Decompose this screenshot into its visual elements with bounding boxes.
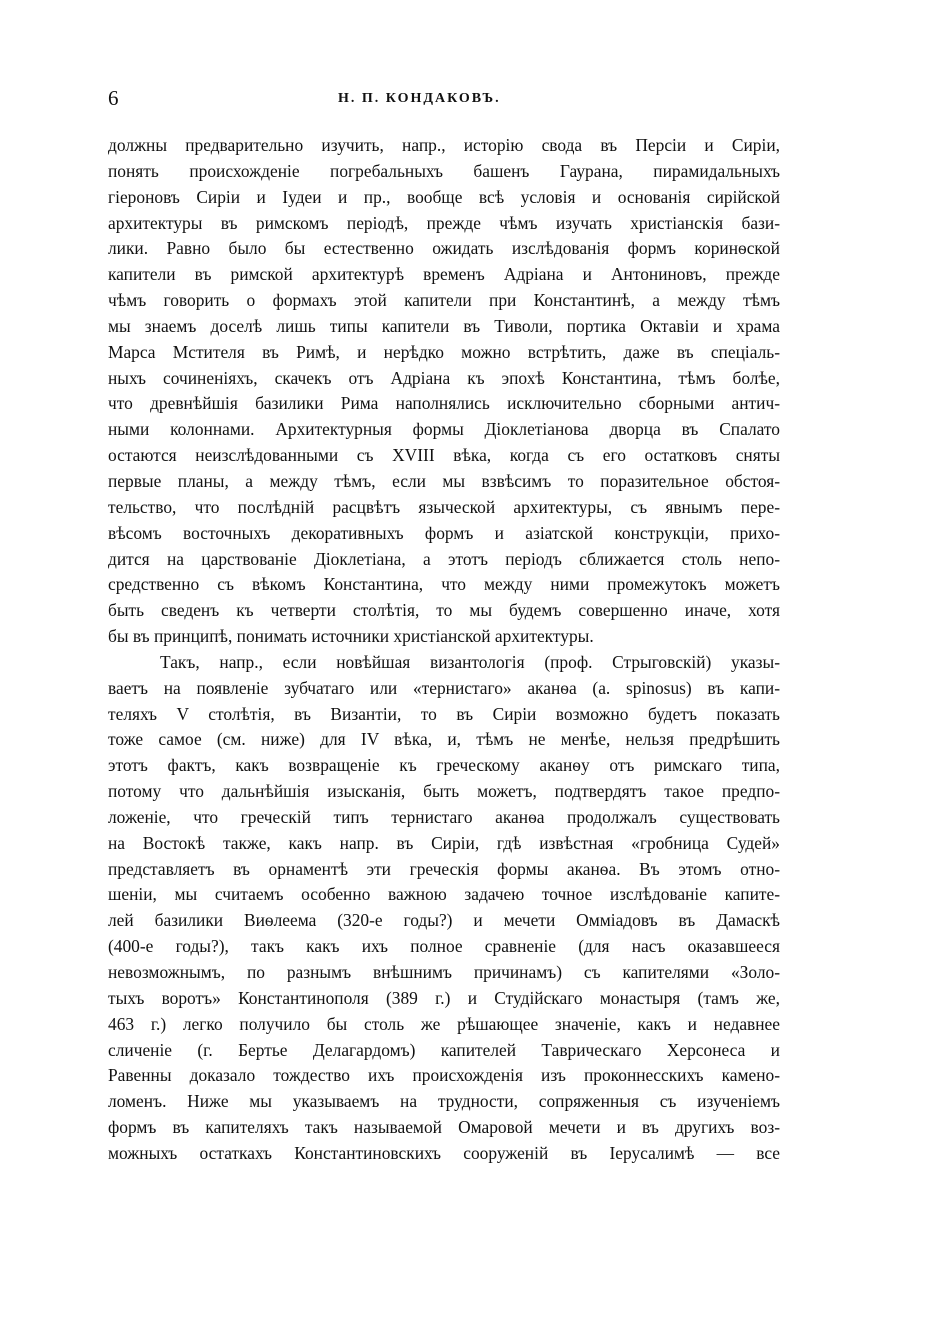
text-line: первые планы, а между тѣмъ, если мы взвѣсимъ то поразительное обстоя- [108,470,780,491]
text-line: этотъ фактъ, какъ возвращеніе къ греческому аканѳу отъ римскаго типа, [108,755,780,776]
text-line: сличеніе (г. Бертье Делагардомъ) капителей Таврическаго Херсонеса и [108,1039,780,1060]
page-header [108,86,780,116]
text-line: лики. Равно было бы естественно ожидать изслѣдованія формъ коринѳской [108,238,780,259]
text-line: тыхъ воротъ» Константинополя (389 г.) и Студійскаго монастыря (тамъ же, [108,987,780,1008]
running-head: Н. П. КОНДАКОВЪ. [338,91,501,106]
text-line: 463 г.) легко получило бы столь же рѣшающее значеніе, какъ и недавнее [108,1013,780,1034]
body-text [108,133,780,1167]
text-line: капители въ римской архитектурѣ временъ Адріана и Антониновъ, прежде [108,264,780,285]
text-line: лей базилики Виѳлеема (320-е годы?) и мечети Омміадовъ въ Дамаскѣ [108,910,780,931]
paragraph [108,133,780,650]
text-line: теляхъ V столѣтія, въ Византіи, то въ Сиріи возможно будетъ показать [108,703,780,724]
text-line: ными колоннами. Архитектурныя формы Діоклетіанова дворца въ Спалато [108,419,780,440]
text-line: ложеніе, что греческій типъ тернистаго аканѳа продолжалъ существовать [108,806,780,827]
text-line: мы знаемъ доселѣ лишь типы капители въ Тиволи, портика Октавіи и храма [108,315,780,336]
text-line: ломенъ. Ниже мы указываемъ на трудности, сопряженныя съ изученіемъ [108,1091,780,1112]
text-line: гіероновъ Сиріи и Іудеи и пр., вообще всѣ условія и основанія сирійской [108,186,780,207]
text-line: быть сведенъ къ четверти столѣтія, то мы будемъ совершенно иначе, хотя [108,600,780,621]
text-line: средственно съ вѣкомъ Константина, что между ними промежутокъ можетъ [108,574,780,595]
text-line: ваетъ на появленіе зубчатаго или «тернистаго» аканѳа (a. spinosus) въ капи- [108,677,780,698]
text-line: невозможнымъ, по разнымъ внѣшнимъ причинамъ) съ капителями «Золо- [108,962,780,982]
text-line: тельство, что послѣдній расцвѣтъ языческой архитектуры, съ явнымъ пере- [108,496,780,517]
text-line: бы въ принципѣ, понимать источники христіанской архитектуры. [108,626,594,647]
text-line: можныхъ остаткахъ Константиновскихъ сооруженій въ Іерусалимѣ — все [108,1142,780,1163]
text-line: потому что дальнѣйшія изысканія, быть можетъ, подтвердятъ такое предпо- [108,781,780,802]
text-line: что древнѣйшія базилики Рима наполнялись исключительно сборными антич- [108,393,780,414]
text-line: вѣсомъ восточныхъ декоративныхъ формъ и азіатской конструкціи, прихо- [108,522,780,543]
text-line: тоже самое (см. ниже) для IV вѣка, и, тѣмъ не менѣе, нельзя предрѣшить [108,729,780,750]
text-line: должны предварительно изучить, напр., исторію свода въ Персіи и Сиріи, [108,135,780,155]
text-line: Равенны доказало тождество ихъ происхожденія изъ проконнеcскихъ камено- [108,1065,780,1086]
text-line: шеніи, мы считаемъ особенно важною задачею точное изслѣдованіе капите- [108,884,780,905]
page-number: 6 [108,86,119,110]
text-line: Такъ, напр., если новѣйшая византологія (проф. Стрыговскій) указы- [160,651,780,672]
text-line: представляетъ въ орнаментѣ эти греческія формы аканѳа. Въ этомъ отно- [108,858,780,879]
text-line: на Востокѣ также, какъ напр. въ Сиріи, гдѣ извѣстная «гробница Судей» [108,832,780,853]
text-line: ныхъ сочиненіяхъ, скачекъ отъ Адріана къ эпохѣ Константина, тѣмъ болѣе, [108,367,780,388]
text-line: остаются неизслѣдованными съ XVIII вѣка, когда съ его остатковъ сняты [108,445,780,466]
text-line: понять происхожденіе погребальныхъ башенъ Гаурана, пирамидальныхъ [108,160,780,181]
text-line: дится на царствованіе Діоклетіана, а этотъ періодъ сближается столь непо- [108,548,780,569]
paragraph [108,650,780,1167]
text-line: Марса Мстителя въ Римѣ, и нерѣдко можно встрѣтить, даже въ спеціаль- [108,341,780,362]
text-line: (400-е годы?), такъ какъ ихъ полное сравненіе (для насъ оказавшееся [108,936,780,957]
text-line: чѣмъ говорить о формахъ этой капители при Константинѣ, а между тѣмъ [108,290,780,311]
text-line: формъ въ капителяхъ такъ называемой Омаровой мечети и въ другихъ воз- [108,1117,780,1138]
text-line: архитектуры въ римскомъ періодѣ, прежде чѣмъ изучать христіанскія бази- [108,212,780,233]
